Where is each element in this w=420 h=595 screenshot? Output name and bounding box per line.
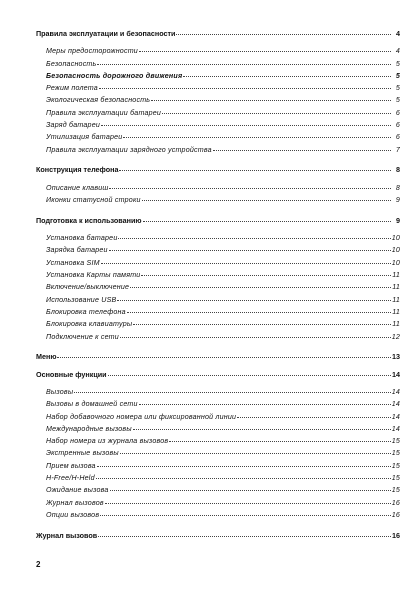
toc-entry-page: 6 (395, 121, 400, 130)
toc-entry-page: 11 (392, 271, 400, 280)
toc-section-entry[interactable] (36, 351, 400, 363)
toc-entry-title: Зарядка батареи (46, 246, 108, 255)
table-of-contents (36, 28, 400, 542)
toc-leader-dots (133, 428, 391, 430)
toc-leader-dots (98, 535, 391, 537)
toc-entry[interactable] (36, 423, 400, 435)
toc-leader-dots (96, 477, 391, 479)
toc-leader-dots (120, 336, 391, 338)
toc-entry[interactable] (36, 232, 400, 244)
toc-entry-page: 11 (392, 283, 400, 292)
toc-entry[interactable] (36, 472, 400, 484)
toc-entry-title: Безопасность (46, 59, 97, 68)
toc-entry[interactable] (36, 94, 400, 106)
toc-entry[interactable] (36, 45, 400, 57)
toc-leader-dots (117, 299, 391, 301)
toc-leader-dots (151, 99, 391, 101)
toc-entry-title: Набор номера из журнала вызовов (46, 437, 169, 446)
toc-entry-title: Основные функции (36, 369, 107, 379)
toc-leader-dots (97, 465, 391, 467)
toc-entry[interactable] (36, 331, 400, 343)
toc-leader-dots (119, 169, 391, 171)
toc-leader-dots (100, 514, 390, 516)
toc-entry-page: 5 (395, 59, 400, 68)
toc-entry-page: 15 (391, 449, 400, 458)
toc-entry-page: 7 (395, 145, 400, 154)
toc-entry[interactable] (36, 107, 400, 119)
toc-entry-page: 15 (391, 437, 400, 446)
toc-entry-page: 11 (392, 307, 400, 316)
toc-entry[interactable] (36, 484, 400, 496)
toc-entry-title: Режим полета (46, 84, 98, 93)
toc-entry-title: Утилизация батареи (46, 133, 123, 142)
toc-entry-page: 5 (395, 84, 400, 93)
toc-leader-dots (118, 237, 390, 239)
toc-entry-title: Вызовы (46, 387, 74, 396)
toc-entry-page: 13 (392, 352, 400, 362)
toc-entry-title: Прием вызова (46, 461, 96, 470)
toc-entry-title: Установка SIM (46, 258, 100, 267)
toc-leader-dots (74, 391, 390, 393)
toc-entry-title: Ожидание вызова (46, 486, 109, 495)
toc-entry-page: 8 (395, 183, 400, 192)
toc-entry-title: Использование USB (46, 295, 117, 304)
toc-section-entry[interactable] (36, 164, 400, 176)
toc-leader-dots (97, 63, 391, 65)
toc-leader-dots (120, 452, 391, 454)
toc-leader-dots (101, 262, 391, 264)
toc-leader-dots (183, 75, 391, 77)
toc-entry-title: Установка Карты памяти (46, 271, 141, 280)
toc-entry[interactable] (36, 269, 400, 281)
toc-leader-dots (109, 187, 391, 189)
toc-entry[interactable] (36, 435, 400, 447)
toc-entry[interactable] (36, 257, 400, 269)
toc-entry-title: Правила эксплуатации и безопасности (36, 29, 176, 38)
toc-entry[interactable] (36, 398, 400, 410)
toc-entry-page: 15 (391, 486, 400, 495)
toc-entry-title: Экстренные вызовы (46, 449, 119, 458)
toc-leader-dots (176, 33, 391, 35)
toc-leader-dots (169, 440, 390, 442)
toc-entry-title: Блокировка клавиатуры (46, 320, 133, 329)
toc-leader-dots (108, 374, 391, 376)
toc-leader-dots (143, 220, 391, 222)
toc-entry-page: 14 (391, 400, 400, 409)
toc-entry[interactable] (36, 411, 400, 423)
toc-leader-dots (101, 124, 391, 126)
toc-entry-title: Правила эксплуатации зарядного устройства (46, 145, 212, 154)
toc-entry-page: 6 (395, 108, 400, 117)
toc-entry-page: 16 (391, 498, 400, 507)
toc-leader-dots (99, 87, 391, 89)
toc-entry-title: Журнал вызовов (36, 530, 98, 540)
toc-leader-dots (162, 112, 391, 114)
toc-entry-page: 11 (392, 320, 400, 329)
toc-entry[interactable] (36, 281, 400, 293)
toc-spacer (36, 343, 400, 352)
toc-entry-page: 12 (391, 332, 400, 341)
toc-entry-title: Конструкция телефона (36, 165, 119, 175)
toc-entry-title: Заряд батареи (46, 121, 100, 130)
toc-entry-page: 4 (396, 29, 400, 38)
toc-entry-page: 6 (395, 133, 400, 142)
toc-entry-page: 5 (395, 71, 400, 80)
toc-leader-dots (213, 149, 391, 151)
toc-entry-page: 16 (392, 530, 400, 540)
toc-entry[interactable] (36, 182, 400, 194)
toc-section-entry[interactable] (36, 530, 400, 542)
toc-leader-dots (133, 323, 391, 325)
toc-leader-dots (123, 136, 391, 138)
toc-entry-title: Подключение к сети (46, 332, 119, 341)
toc-entry-title: Включение/выключение (46, 283, 130, 292)
toc-entry-title: Международные вызовы (46, 424, 132, 433)
toc-leader-dots (110, 489, 391, 491)
toc-section-entry[interactable] (36, 369, 400, 381)
toc-leader-dots (130, 286, 391, 288)
toc-entry-page: 10 (391, 246, 400, 255)
toc-entry-title: Безопасность дорожного движения (46, 71, 183, 80)
toc-entry-page: 4 (395, 47, 400, 56)
toc-entry[interactable] (36, 70, 400, 82)
toc-leader-dots (109, 249, 391, 251)
toc-entry[interactable] (36, 58, 400, 70)
toc-spacer (36, 521, 400, 530)
toc-entry-title: Подготовка к использованию (36, 215, 142, 225)
toc-entry-page: 15 (391, 461, 400, 470)
page-number: 2 (36, 560, 41, 569)
toc-leader-dots (142, 199, 391, 201)
toc-entry-title: Иконки статусной строки (46, 196, 141, 205)
toc-entry[interactable] (36, 82, 400, 94)
toc-entry-page: 9 (395, 196, 400, 205)
toc-entry-page: 9 (396, 215, 400, 225)
toc-leader-dots (141, 274, 391, 276)
toc-entry-title: Правила эксплуатации батареи (46, 108, 162, 117)
toc-entry-page: 14 (391, 424, 400, 433)
toc-entry-page: 10 (391, 234, 400, 243)
toc-entry-title: H-Free/H-Held (46, 474, 95, 482)
toc-entry-page: 14 (392, 369, 400, 379)
toc-entry[interactable] (36, 119, 400, 131)
toc-entry-page: 10 (391, 258, 400, 267)
toc-leader-dots (139, 403, 391, 405)
toc-entry[interactable] (36, 386, 400, 398)
toc-spacer (36, 156, 400, 165)
toc-entry-page: 11 (392, 295, 400, 304)
toc-entry[interactable] (36, 244, 400, 256)
toc-entry[interactable] (36, 294, 400, 306)
toc-entry[interactable] (36, 460, 400, 472)
toc-entry[interactable] (36, 447, 400, 459)
toc-entry[interactable] (36, 497, 400, 509)
toc-leader-dots (237, 416, 391, 418)
toc-entry-page: 14 (391, 412, 400, 421)
toc-entry[interactable] (36, 131, 400, 143)
toc-section-entry[interactable] (36, 215, 400, 227)
toc-entry[interactable] (36, 318, 400, 330)
toc-leader-dots (139, 50, 391, 52)
toc-entry-title: Опции вызовов (46, 510, 100, 519)
toc-entry-title: Описание клавиш (46, 183, 109, 192)
toc-entry[interactable] (36, 194, 400, 206)
toc-leader-dots (57, 356, 391, 358)
toc-spacer (36, 206, 400, 215)
toc-entry-title: Меню (36, 352, 57, 362)
toc-leader-dots (105, 502, 391, 504)
toc-entry-title: Вызовы в домашней сети (46, 400, 138, 409)
toc-entry-title: Набор добавочного номера или фиксированной линии (46, 412, 237, 421)
toc-leader-dots (127, 311, 391, 313)
toc-entry-page: 16 (391, 510, 400, 519)
toc-entry-page: 8 (396, 165, 400, 175)
toc-entry-title: Журнал вызовов (46, 498, 104, 507)
toc-entry-page: 5 (395, 96, 400, 105)
toc-entry[interactable] (36, 509, 400, 521)
toc-entry-title: Меры предосторожности (46, 47, 138, 56)
toc-entry-page: 15 (391, 474, 400, 482)
toc-entry-title: Экологическая безопасность (46, 96, 151, 105)
toc-section-entry[interactable] (36, 28, 400, 40)
toc-entry-title: Блокировка телефона (46, 307, 126, 316)
toc-entry[interactable] (36, 306, 400, 318)
toc-entry-page: 14 (391, 387, 400, 396)
toc-entry-title: Установка батареи (46, 234, 118, 243)
toc-entry[interactable] (36, 144, 400, 156)
